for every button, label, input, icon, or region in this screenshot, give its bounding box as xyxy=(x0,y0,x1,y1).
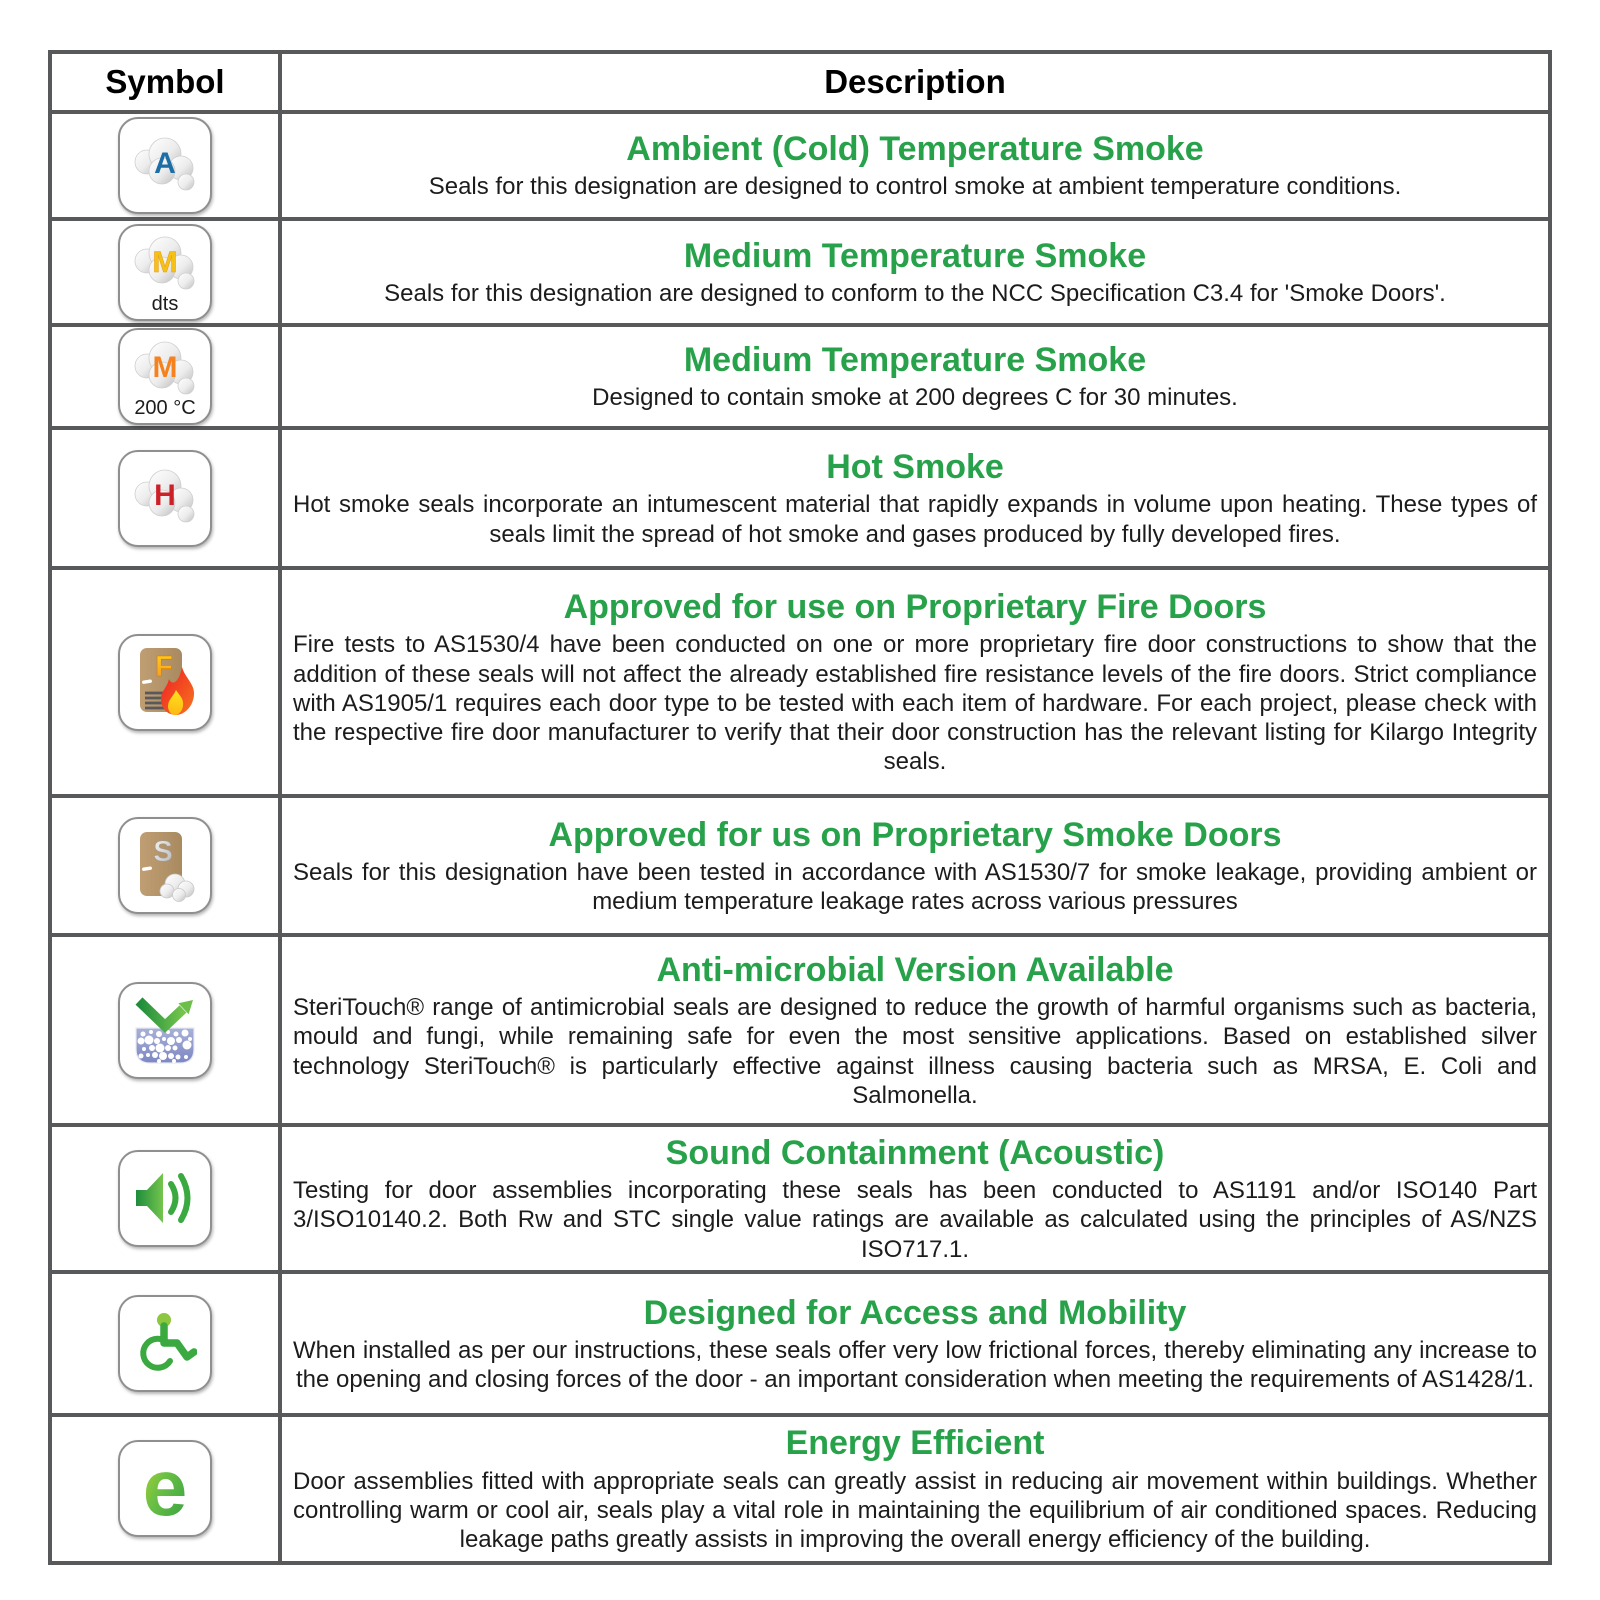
icon-sub-label: dts xyxy=(151,292,179,315)
description-cell xyxy=(280,112,1550,219)
table-row-acoustic xyxy=(50,1125,1550,1272)
symbol-cell xyxy=(50,325,280,428)
wheelchair-access-icon xyxy=(133,1310,197,1376)
row-title: Medium Temperature Smoke xyxy=(683,236,1147,275)
cloud-letter: M xyxy=(152,246,178,279)
description-cell xyxy=(280,219,1550,325)
description-cell xyxy=(280,1415,1550,1563)
row-body: Seals for this designation are designed to conform to the NCC Specification C3.4 for 'Smoke Doors'. xyxy=(384,279,1446,307)
row-title: Ambient (Cold) Temperature Smoke xyxy=(626,130,1204,169)
row-body: Door assemblies fitted with appropriate seals can greatly assist in reducing air movement within buildings. Whether controlling warm or cool air, seals play a vital role in maintaining the equilibrium of air conditioned spaces. Reducing leakage paths greatly assists in improving the overall energy efficiency of the building. xyxy=(293,1467,1537,1554)
icon-box xyxy=(118,1295,212,1392)
medium-smoke-cloud-dts-icon xyxy=(128,233,202,297)
icon-box xyxy=(118,1440,212,1537)
row-body: Seals for this designation are designed to control smoke at ambient temperature conditions. xyxy=(428,173,1402,201)
row-body: Fire tests to AS1530/4 have been conducted on one or more proprietary fire door constructions to show that the addition of these seals will not affect the already established fire resistance levels of the fire doors. Strict compliance with AS1905/1 requires each door type to be tested with each item of hardware. For each project, please check with the respective fire door manufacturer to verify that their door construction has the relevant listing for Kilargo Integrity seals. xyxy=(293,631,1537,776)
acoustic-speaker-icon xyxy=(130,1167,200,1229)
symbol-cell xyxy=(50,219,280,325)
icon-box xyxy=(118,634,212,731)
table-row-medium-smoke-dts xyxy=(50,219,1550,325)
door-letter: F xyxy=(155,651,173,683)
table-row-fire-doors xyxy=(50,568,1550,796)
symbol-cell xyxy=(50,1125,280,1272)
hot-smoke-cloud-icon xyxy=(128,466,202,530)
table-row-energy-efficient xyxy=(50,1415,1550,1563)
symbols-table xyxy=(48,50,1552,1565)
row-body: SteriTouch® range of antimicrobial seals are designed to reduce the growth of harmful organisms such as bacteria, mould and fungi, while remaining safe for even the most sensitive applications. Based on established silver technology SteriTouch® is particularly effective against illness causing bacteria such as MRSA, E. Coli and Salmonella. xyxy=(293,994,1537,1109)
description-cell xyxy=(280,325,1550,428)
symbol-cell xyxy=(50,428,280,568)
medium-smoke-cloud-200c-icon xyxy=(128,338,202,402)
icon-sub-label: 200 °C xyxy=(134,397,196,419)
symbol-cell xyxy=(50,112,280,219)
icon-box xyxy=(118,117,212,214)
row-title: Hot Smoke xyxy=(826,448,1004,487)
row-body: When installed as per our instructions, these seals offer very low frictional forces, thereby eliminating any increase to the opening and closing forces of the door - an important consideration when meeting the requirements of AS1428/1. xyxy=(293,1336,1537,1393)
table-row-anti-microbial xyxy=(50,935,1550,1125)
symbol-cell xyxy=(50,796,280,935)
symbol-column-header: Symbol xyxy=(50,52,280,112)
ambient-smoke-cloud-icon xyxy=(128,134,202,198)
row-body: Hot smoke seals incorporate an intumescent material that rapidly expands in volume upon heating. These types of seals limit the spread of hot smoke and gases produced by fully developed fires. xyxy=(293,491,1537,548)
row-body: Testing for door assemblies incorporating these seals has been conducted to AS1191 and/or ISO140 Part 3/ISO10140.2. Both Rw and STC single value ratings are available as calculated using the principles of AS/NZS ISO717.1. xyxy=(293,1177,1537,1263)
icon-box xyxy=(118,328,212,425)
table-row-access-mobility xyxy=(50,1272,1550,1415)
table-row-smoke-doors xyxy=(50,796,1550,935)
cloud-letter: M xyxy=(152,350,178,384)
row-body: Seals for this designation have been tested in accordance with AS1530/7 for smoke leakage, providing ambient or medium temperature leakage rates across various pressures xyxy=(293,858,1537,916)
description-cell xyxy=(280,1272,1550,1415)
fire-door-icon xyxy=(129,645,201,719)
e-letter: e xyxy=(142,1452,188,1525)
symbol-cell xyxy=(50,1272,280,1415)
description-cell xyxy=(280,935,1550,1125)
icon-box xyxy=(118,224,212,321)
cloud-letter: H xyxy=(154,479,176,512)
icon-box xyxy=(118,1150,212,1247)
icon-box xyxy=(118,982,212,1079)
description-cell xyxy=(280,796,1550,935)
row-title: Approved for us on Proprietary Smoke Doors xyxy=(548,815,1282,854)
energy-efficient-e-icon xyxy=(132,1453,198,1525)
symbol-cell xyxy=(50,1415,280,1563)
description-cell xyxy=(280,428,1550,568)
row-title: Anti-microbial Version Available xyxy=(656,950,1174,989)
anti-microbial-icon xyxy=(127,993,203,1067)
description-cell xyxy=(280,1125,1550,1272)
table-row-hot-smoke xyxy=(50,428,1550,568)
row-title: Approved for use on Proprietary Fire Doors xyxy=(563,588,1267,627)
symbols-table-wrapper xyxy=(48,50,1552,1565)
row-title: Sound Containment (Acoustic) xyxy=(665,1134,1165,1172)
row-title: Designed for Access and Mobility xyxy=(643,1293,1187,1332)
row-body: Designed to contain smoke at 200 degrees C for 30 minutes. xyxy=(592,384,1238,412)
cloud-letter: A xyxy=(154,146,176,180)
symbol-cell xyxy=(50,568,280,796)
row-title: Energy Efficient xyxy=(785,1424,1045,1463)
description-column-header: Description xyxy=(280,52,1550,112)
smoke-door-icon xyxy=(129,829,201,903)
icon-box xyxy=(118,817,212,914)
table-row-medium-smoke-200c xyxy=(50,325,1550,428)
icon-box xyxy=(118,450,212,547)
description-cell xyxy=(280,568,1550,796)
symbol-cell xyxy=(50,935,280,1125)
table-row-ambient-smoke xyxy=(50,112,1550,219)
header-row xyxy=(50,52,1550,112)
door-letter: S xyxy=(153,835,173,868)
row-title: Medium Temperature Smoke xyxy=(683,341,1147,380)
